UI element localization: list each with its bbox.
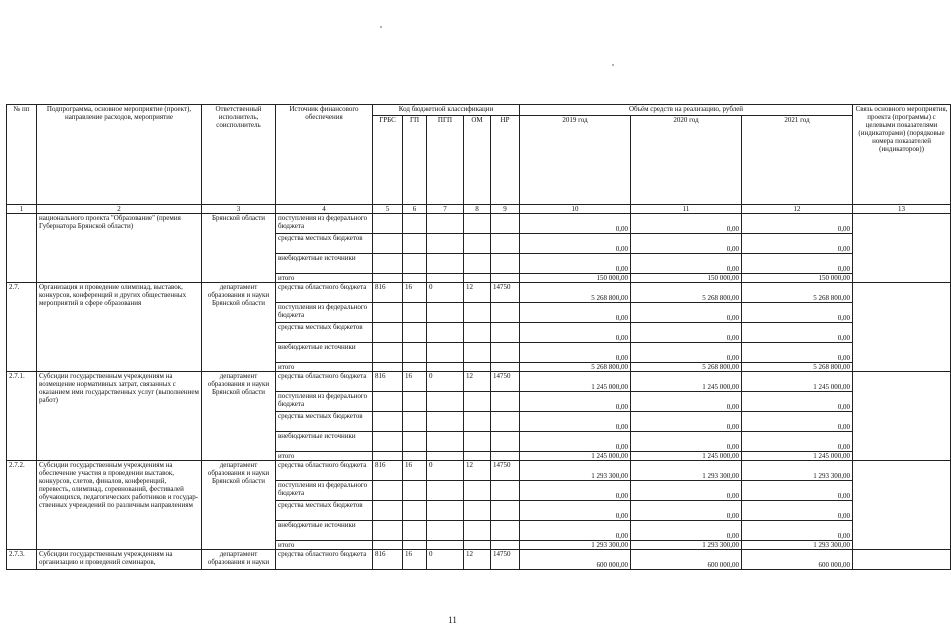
source-total: итого [276, 541, 373, 550]
value-2019: 0,00 [520, 481, 631, 501]
header-volume: Объём средств на реализацию, рублей [520, 105, 853, 116]
value-2019: 0,00 [520, 343, 631, 363]
code-om: 12 [464, 283, 491, 303]
code-pgp: 0 [427, 550, 464, 570]
header-grbs: ГРБС [373, 116, 403, 205]
source-regional: средства областного бюджета [276, 550, 373, 570]
value-2021: 0,00 [742, 481, 853, 501]
column-number: 9 [491, 205, 520, 214]
value-2019: 0,00 [520, 214, 631, 234]
code-om: 12 [464, 372, 491, 392]
value-2020: 0,00 [631, 392, 742, 412]
source-total: итого [276, 274, 373, 283]
column-number: 11 [631, 205, 742, 214]
value-2020: 0,00 [631, 234, 742, 254]
row-num: 2.7.2. [7, 461, 37, 550]
column-number: 12 [742, 205, 853, 214]
value-2020: 0,00 [631, 343, 742, 363]
value-2021: 0,00 [742, 323, 853, 343]
code-om: 12 [464, 461, 491, 481]
value-2019: 0,00 [520, 392, 631, 412]
value-2021: 0,00 [742, 521, 853, 541]
value-2019: 0,00 [520, 432, 631, 452]
header-om: ОМ [464, 116, 491, 205]
value-2019: 0,00 [520, 521, 631, 541]
code-gp: 16 [403, 461, 427, 481]
value-2019: 5 268 800,00 [520, 283, 631, 303]
code-gp: 16 [403, 283, 427, 303]
value-2020: 0,00 [631, 214, 742, 234]
total-2020: 1 293 300,00 [631, 541, 742, 550]
source-local: средства местных бюджетов [276, 412, 373, 432]
code-gp: 16 [403, 550, 427, 570]
page-number: 11 [448, 615, 457, 625]
value-2021: 0,00 [742, 234, 853, 254]
row-executor: департамент образования и науки Брянской области [202, 372, 276, 461]
value-2021: 600 000,00 [742, 550, 853, 570]
header-num: № пп [7, 105, 37, 205]
value-2021: 1 245 000,00 [742, 372, 853, 392]
value-2021: 0,00 [742, 501, 853, 521]
total-2020: 5 268 800,00 [631, 363, 742, 372]
row-num [7, 214, 37, 283]
source-federal: поступления из федерального бюджета [276, 392, 373, 412]
source-extra: внебюджетные источники [276, 432, 373, 452]
value-2020: 0,00 [631, 481, 742, 501]
value-2019: 0,00 [520, 234, 631, 254]
total-2021: 150 000,00 [742, 274, 853, 283]
row-link [853, 550, 951, 570]
column-number: 7 [427, 205, 464, 214]
value-2021: 0,00 [742, 254, 853, 274]
value-2020: 1 245 000,00 [631, 372, 742, 392]
row-link [853, 372, 951, 461]
column-number: 4 [276, 205, 373, 214]
total-2019: 1 293 300,00 [520, 541, 631, 550]
value-2021: 0,00 [742, 412, 853, 432]
value-2021: 0,00 [742, 343, 853, 363]
row-title: Субсидии государственным учреждениям на обеспечение участия в проведении выставок, конкурсов, слетов, финалов, конференций, перевесть, олимпиад, соревнований, фестивалей обучающихся, педагогических работников и государ-ственных учреждений по различным направлениям [37, 461, 202, 550]
column-number: 1 [7, 205, 37, 214]
code-np: 14750 [491, 550, 520, 570]
source-extra: внебюджетные источники [276, 254, 373, 274]
header-link: Связь основного мероприятия, проекта (программы) с целевыми показателями (индикаторами) (порядковые номера показателей (индикаторов)) [853, 105, 951, 205]
table-row [7, 372, 951, 392]
source-federal: поступления из федерального бюджета [276, 214, 373, 234]
code-pgp: 0 [427, 283, 464, 303]
row-link [853, 283, 951, 372]
code-pgp: 0 [427, 461, 464, 481]
row-link [853, 461, 951, 550]
row-num: 2.7. [7, 283, 37, 372]
source-regional: средства областного бюджета [276, 283, 373, 303]
value-2020: 5 268 800,00 [631, 283, 742, 303]
source-regional: средства областного бюджета [276, 461, 373, 481]
row-title: Субсидии государственным учреждениям на организацию и проведений семинаров, [37, 550, 202, 570]
value-2021: 0,00 [742, 432, 853, 452]
total-2021: 1 245 000,00 [742, 452, 853, 461]
total-2021: 1 293 300,00 [742, 541, 853, 550]
value-2019: 0,00 [520, 323, 631, 343]
row-link [853, 214, 951, 283]
column-number: 6 [403, 205, 427, 214]
source-extra: внебюджетные источники [276, 343, 373, 363]
row-executor: департамент образования и науки Брянской области [202, 461, 276, 550]
value-2020: 0,00 [631, 323, 742, 343]
header-gp: ГП [403, 116, 427, 205]
value-2021: 1 293 300,00 [742, 461, 853, 481]
total-2019: 1 245 000,00 [520, 452, 631, 461]
source-regional: средства областного бюджета [276, 372, 373, 392]
value-2020: 600 000,00 [631, 550, 742, 570]
header-program: Подпрограмма, основное мероприятие (проект), направление расходов, мероприятие [37, 105, 202, 205]
value-2019: 1 293 300,00 [520, 461, 631, 481]
total-2019: 150 000,00 [520, 274, 631, 283]
value-2020: 0,00 [631, 412, 742, 432]
code-gp: 16 [403, 372, 427, 392]
value-2020: 0,00 [631, 254, 742, 274]
column-number: 3 [202, 205, 276, 214]
table-row [7, 550, 951, 570]
source-total: итого [276, 452, 373, 461]
column-number: 2 [37, 205, 202, 214]
value-2020: 0,00 [631, 432, 742, 452]
table-row [7, 461, 951, 481]
code-grbs: 816 [373, 372, 403, 392]
row-num: 2.7.1. [7, 372, 37, 461]
total-2021: 5 268 800,00 [742, 363, 853, 372]
source-local: средства местных бюджетов [276, 234, 373, 254]
value-2021: 5 268 800,00 [742, 283, 853, 303]
header-budget-code: Код бюджетной классификации [373, 105, 520, 116]
source-federal: поступления из федерального бюджета [276, 303, 373, 323]
code-grbs: 816 [373, 283, 403, 303]
header-executor: Ответственный исполнитель, соисполнитель [202, 105, 276, 205]
value-2019: 600 000,00 [520, 550, 631, 570]
value-2020: 0,00 [631, 521, 742, 541]
value-2021: 0,00 [742, 214, 853, 234]
source-federal: поступления из федерального бюджета [276, 481, 373, 501]
source-total: итого [276, 363, 373, 372]
row-executor: департамент образования и науки [202, 550, 276, 570]
row-title: национального проекта "Образование" (премия Губернатора Брянской области) [37, 214, 202, 283]
code-om: 12 [464, 550, 491, 570]
column-number: 5 [373, 205, 403, 214]
value-2019: 0,00 [520, 303, 631, 323]
row-title: Субсидии государственным учреждениям на возмещение нормативных затрат, связанных с оказанием ими государственных услуг (выполнением работ) [37, 372, 202, 461]
total-2019: 5 268 800,00 [520, 363, 631, 372]
code-np: 14750 [491, 461, 520, 481]
source-local: средства местных бюджетов [276, 501, 373, 521]
code-grbs: 816 [373, 461, 403, 481]
value-2019: 0,00 [520, 254, 631, 274]
value-2019: 1 245 000,00 [520, 372, 631, 392]
code-np: 14750 [491, 372, 520, 392]
value-2020: 0,00 [631, 501, 742, 521]
column-number: 10 [520, 205, 631, 214]
header-np: НР [491, 116, 520, 205]
budget-table [6, 104, 951, 570]
row-title: Организация и проведение олимпиад, выставок, конкурсов, конференций и других общественных мероприятий в сфере образования [37, 283, 202, 372]
source-extra: внебюджетные источники [276, 521, 373, 541]
column-number: 13 [853, 205, 951, 214]
column-number: 8 [464, 205, 491, 214]
row-executor: департамент образования и науки Брянской области [202, 283, 276, 372]
value-2020: 1 293 300,00 [631, 461, 742, 481]
row-num: 2.7.3. [7, 550, 37, 570]
row-executor: Брянской области [202, 214, 276, 283]
header-pgp: ПГП [427, 116, 464, 205]
header-2021: 2021 год [742, 116, 853, 205]
value-2021: 0,00 [742, 303, 853, 323]
total-2020: 1 245 000,00 [631, 452, 742, 461]
total-2020: 150 000,00 [631, 274, 742, 283]
header-source: Источник финансового обеспечения [276, 105, 373, 205]
header-2019: 2019 год [520, 116, 631, 205]
code-np: 14750 [491, 283, 520, 303]
header-2020: 2020 год [631, 116, 742, 205]
column-numbers-row [7, 205, 951, 214]
value-2019: 0,00 [520, 412, 631, 432]
value-2021: 0,00 [742, 392, 853, 412]
code-grbs: 816 [373, 550, 403, 570]
scan-speck [612, 64, 614, 66]
table-row [7, 214, 951, 234]
scan-speck [380, 26, 382, 28]
source-local: средства местных бюджетов [276, 323, 373, 343]
table-row [7, 283, 951, 303]
value-2020: 0,00 [631, 303, 742, 323]
value-2019: 0,00 [520, 501, 631, 521]
code-pgp: 0 [427, 372, 464, 392]
